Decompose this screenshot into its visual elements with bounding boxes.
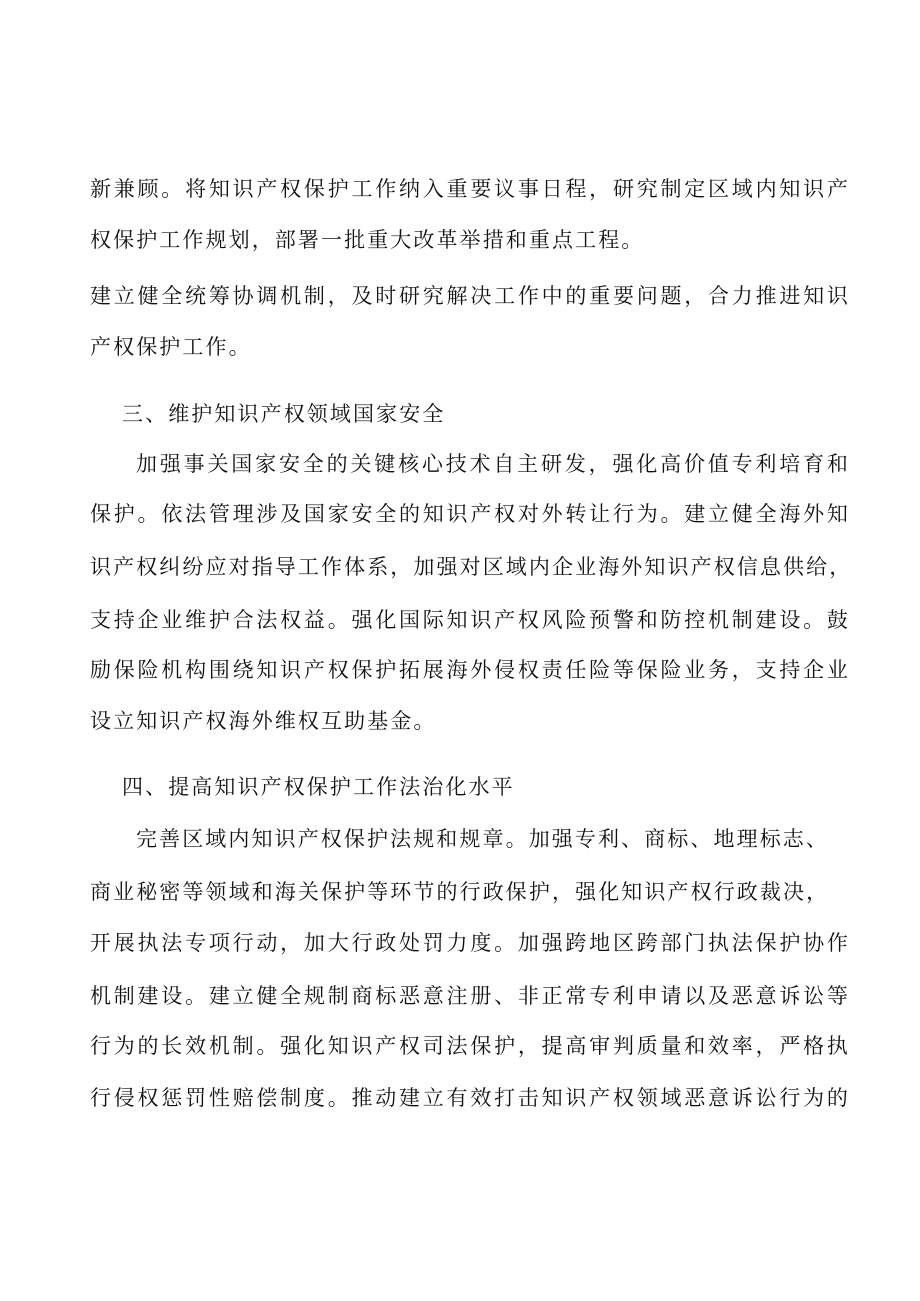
paragraph-line: 产权保护工作。 — [90, 335, 252, 359]
paragraph-line: 识产权纠纷应对指导工作体系，加强对区域内企业海外知识产权信息供给， — [90, 555, 853, 579]
paragraph-line: 行为的长效机制。强化知识产权司法保护，提高审判质量和效率，严格执 — [90, 1034, 850, 1058]
paragraph-line: 保护。依法管理涉及国家安全的知识产权对外转让行为。建立健全海外知 — [90, 502, 850, 526]
section-heading: 三、维护知识产权领域国家安全 — [122, 402, 446, 426]
paragraph-line: 励保险机构围绕知识产权保护拓展海外侵权责任险等保险业务，支持企业 — [90, 658, 850, 682]
paragraph-line: 商业秘密等领域和海关保护等环节的行政保护，强化知识产权行政裁决， — [90, 880, 830, 904]
section-heading: 四、提高知识产权保护工作法治化水平 — [122, 775, 515, 799]
paragraph-line: 加强事关国家安全的关键核心技术自主研发，强化高价值专利培育和 — [136, 452, 850, 476]
paragraph-line: 建立健全统筹协调机制，及时研究解决工作中的重要问题，合力推进知识 — [90, 284, 850, 308]
paragraph-line: 完善区域内知识产权保护法规和规章。加强专利、商标、地理标志、 — [136, 827, 829, 851]
paragraph-line: 开展执法专项行动，加大行政处罚力度。加强跨地区跨部门执法保护协作 — [90, 931, 850, 955]
paragraph-line: 行侵权惩罚性赔偿制度。推动建立有效打击知识产权领域恶意诉讼行为的 — [90, 1086, 850, 1110]
paragraph-line: 权保护工作规划，部署一批重大改革举措和重点工程。 — [90, 228, 645, 252]
paragraph-line: 机制建设。建立健全规制商标恶意注册、非正常专利申请以及恶意诉讼等 — [90, 984, 850, 1008]
paragraph-line: 设立知识产权海外维权互助基金。 — [90, 709, 437, 733]
paragraph-line: 支持企业维护合法权益。强化国际知识产权风险预警和防控机制建设。鼓 — [90, 608, 850, 632]
paragraph-line: 新兼顾。将知识产权保护工作纳入重要议事日程，研究制定区域内知识产 — [90, 177, 850, 201]
